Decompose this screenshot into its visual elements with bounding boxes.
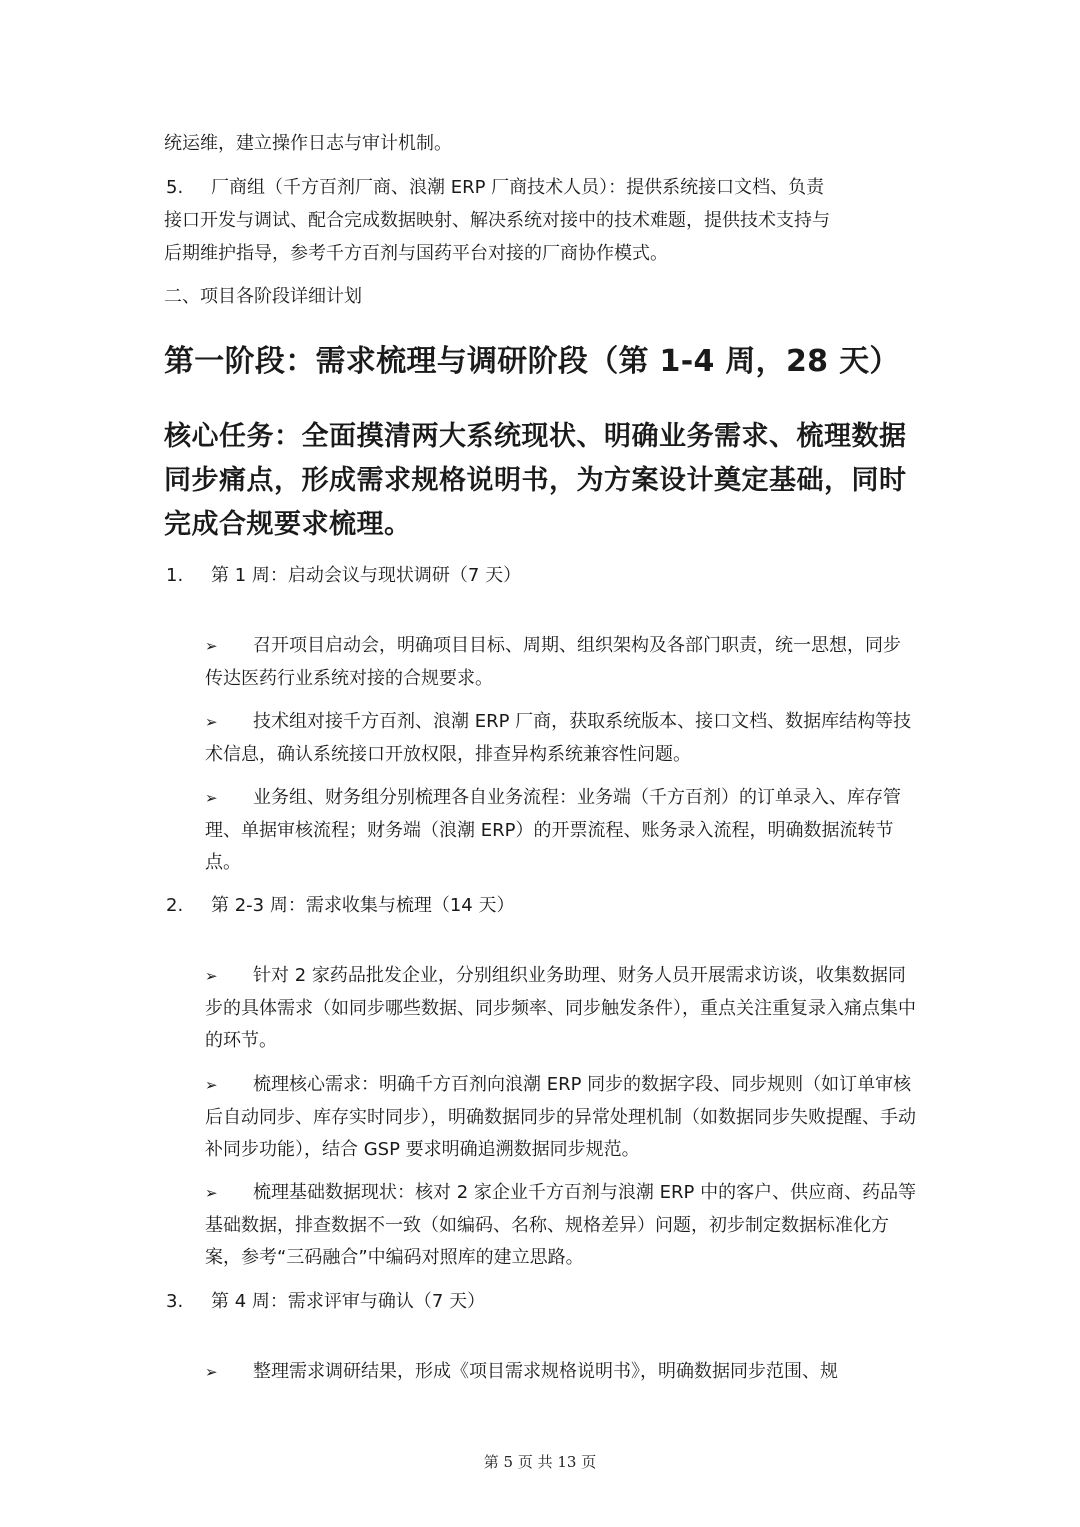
intro-paragraph: 统运维，建立操作日志与审计机制。 — [164, 133, 452, 154]
arrow-bullet-icon: ➢ — [205, 637, 218, 655]
list-number: 1. — [166, 565, 184, 586]
week-item — [166, 1285, 485, 1318]
phase-heading: 第一阶段：需求梳理与调研阶段（第 1-4 周，28 天） — [164, 344, 900, 379]
bullet-item — [205, 1069, 917, 1167]
bullet-item — [205, 1356, 917, 1389]
list-number: 3. — [166, 1291, 184, 1312]
week-title: 第 4 周：需求评审与确认（7 天） — [211, 1291, 486, 1312]
page-number-footer: 第 5 页 共 13 页 — [483, 1453, 597, 1471]
list-item-5-continuation: 接口开发与调试、配合完成数据映射、解决系统对接中的技术难题，提供技术支持与 — [164, 210, 830, 231]
list-number: 5. — [166, 177, 184, 198]
bullet-text: 梳理基础数据现状：核对 2 家企业千方百剂与浪潮 ERP 中的客户、供应商、药品等基础数据，排查数据不一致（如编码、名称、规格差异）问题，初步制定数据标准化方案，参考“三码融合”中编码对照库的建立思路。 — [205, 1182, 917, 1268]
bullet-item — [205, 782, 917, 880]
bullet-text: 梳理核心需求：明确千方百剂向浪潮 ERP 同步的数据字段、同步规则（如订单审核后自动同步、库存实时同步），明确数据同步的异常处理机制（如数据同步失败提醒、手动补同步功能），结合 GSP 要求明确追溯数据同步规范。 — [205, 1074, 916, 1160]
list-item-5 — [166, 171, 824, 204]
arrow-bullet-icon: ➢ — [205, 789, 218, 807]
week-item — [166, 889, 514, 922]
arrow-bullet-icon: ➢ — [205, 1076, 218, 1094]
bullet-item — [205, 1177, 917, 1275]
bullet-text: 业务组、财务组分别梳理各自业务流程：业务端（千方百剂）的订单录入、库存管理、单据审核流程；财务端（浪潮 ERP）的开票流程、账务录入流程，明确数据流转节点。 — [205, 787, 901, 873]
week-item — [166, 559, 521, 592]
arrow-bullet-icon: ➢ — [205, 967, 218, 985]
bullet-item — [205, 960, 917, 1058]
core-task-heading: 核心任务：全面摸清两大系统现状、明确业务需求、梳理数据同步痛点，形成需求规格说明书，为方案设计奠定基础，同时完成合规要求梳理。 — [164, 421, 907, 540]
arrow-bullet-icon: ➢ — [205, 1184, 218, 1202]
bullet-text: 技术组对接千方百剂、浪潮 ERP 厂商，获取系统版本、接口文档、数据库结构等技术信息，确认系统接口开放权限，排查异构系统兼容性问题。 — [205, 711, 912, 765]
bullet-text: 召开项目启动会，明确项目目标、周期、组织架构及各部门职责，统一思想，同步传达医药行业系统对接的合规要求。 — [205, 635, 901, 689]
bullet-text: 针对 2 家药品批发企业，分别组织业务助理、财务人员开展需求访谈，收集数据同步的具体需求（如同步哪些数据、同步频率、同步触发条件），重点关注重复录入痛点集中的环节。 — [205, 965, 916, 1051]
week-title: 第 2-3 周：需求收集与梳理（14 天） — [211, 895, 515, 916]
bullet-item — [205, 630, 917, 695]
list-number: 2. — [166, 895, 184, 916]
section-title: 二、项目各阶段详细计划 — [164, 286, 362, 307]
arrow-bullet-icon: ➢ — [205, 1363, 218, 1381]
bullet-item — [205, 706, 917, 771]
week-title: 第 1 周：启动会议与现状调研（7 天） — [211, 565, 522, 586]
bullet-text: 整理需求调研结果，形成《项目需求规格说明书》，明确数据同步范围、规 — [253, 1361, 838, 1382]
arrow-bullet-icon: ➢ — [205, 713, 218, 731]
list-item-5-continuation: 后期维护指导，参考千方百剂与国药平台对接的厂商协作模式。 — [164, 243, 668, 264]
list-item-text: 厂商组（千方百剂厂商、浪潮 ERP 厂商技术人员）：提供系统接口文档、负责 — [211, 177, 825, 198]
